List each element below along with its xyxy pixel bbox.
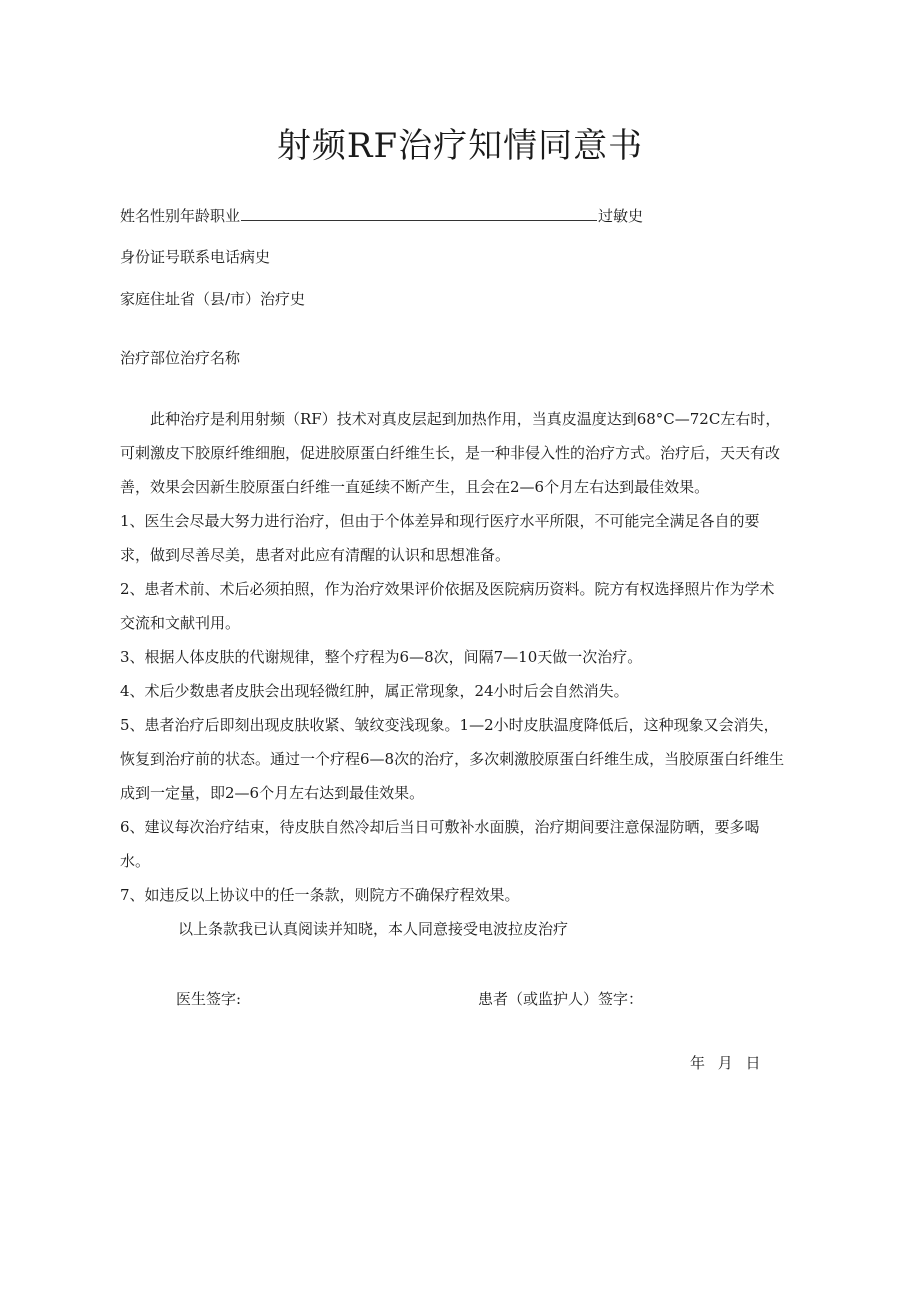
clause-4: 4、术后少数患者皮肤会出现轻微红肿，属正常现象，24小时后会自然消失。 <box>120 682 629 700</box>
patient-info-line-2: 身份证号联系电话病史 <box>120 248 271 266</box>
patient-info-line-1 <box>120 206 643 226</box>
clause-1: 1、医生会尽最大努力进行治疗，但由于个体差异和现行医疗水平所限，不可能完全满足各自的要求，做到尽善尽美，患者对此应有清醒的认识和思想准备。 <box>120 512 760 564</box>
document-title: 射频RF治疗知情同意书 <box>276 126 644 166</box>
clause-5: 5、患者治疗后即刻出现皮肤收紧、皱纹变浅现象。1—2小时皮肤温度降低后，这种现象又会消失，恢复到治疗前的状态。通过一个疗程6—8次的治疗，多次刺激胶原蛋白纤维生成，当胶原蛋白纤维生成到一定量，即2—6个月左右达到最佳效果。 <box>120 716 785 802</box>
blank-underline <box>241 206 597 221</box>
consent-statement: 以上条款我已认真阅读并知晓，本人同意接受电波拉皮治疗 <box>178 920 569 938</box>
patient-info-labels: 姓名性别年龄职业 <box>120 207 241 225</box>
allergy-history-label: 过敏史 <box>598 207 644 225</box>
patient-signature-label: 患者（或监护人）签字： <box>478 990 644 1008</box>
clause-6: 6、建议每次治疗结束，待皮肤自然冷却后当日可敷补水面膜，治疗期间要注意保湿防晒，要多喝水。 <box>120 818 760 870</box>
doctor-signature-label: 医生签字: <box>176 990 242 1008</box>
intro-paragraph: 此种治疗是利用射频（RF）技术对真皮层起到加热作用，当真皮温度达到68°C—72C左右时，可刺激皮下胶原纤维细胞，促进胶原蛋白纤维生长，是一种非侵入性的治疗方式。治疗后，天天有改善，效果会因新生胶原蛋白纤维一直延续不断产生，且会在2—6个月左右达到最佳效果。 <box>120 410 781 496</box>
patient-info-line-3: 家庭住址省（县/市）治疗史 <box>120 290 306 308</box>
treatment-info-line: 治疗部位治疗名称 <box>120 349 241 367</box>
date-label: 年 月 日 <box>690 1054 761 1072</box>
clause-2: 2、患者术前、术后必须拍照，作为治疗效果评价依据及医院病历资料。院方有权选择照片作为学术交流和文献刊用。 <box>120 580 775 632</box>
clause-3: 3、根据人体皮肤的代谢规律，整个疗程为6—8次，间隔7—10天做一次治疗。 <box>120 648 643 666</box>
clause-7: 7、如违反以上协议中的任一条款，则院方不确保疗程效果。 <box>120 886 520 904</box>
document-body <box>120 402 788 946</box>
